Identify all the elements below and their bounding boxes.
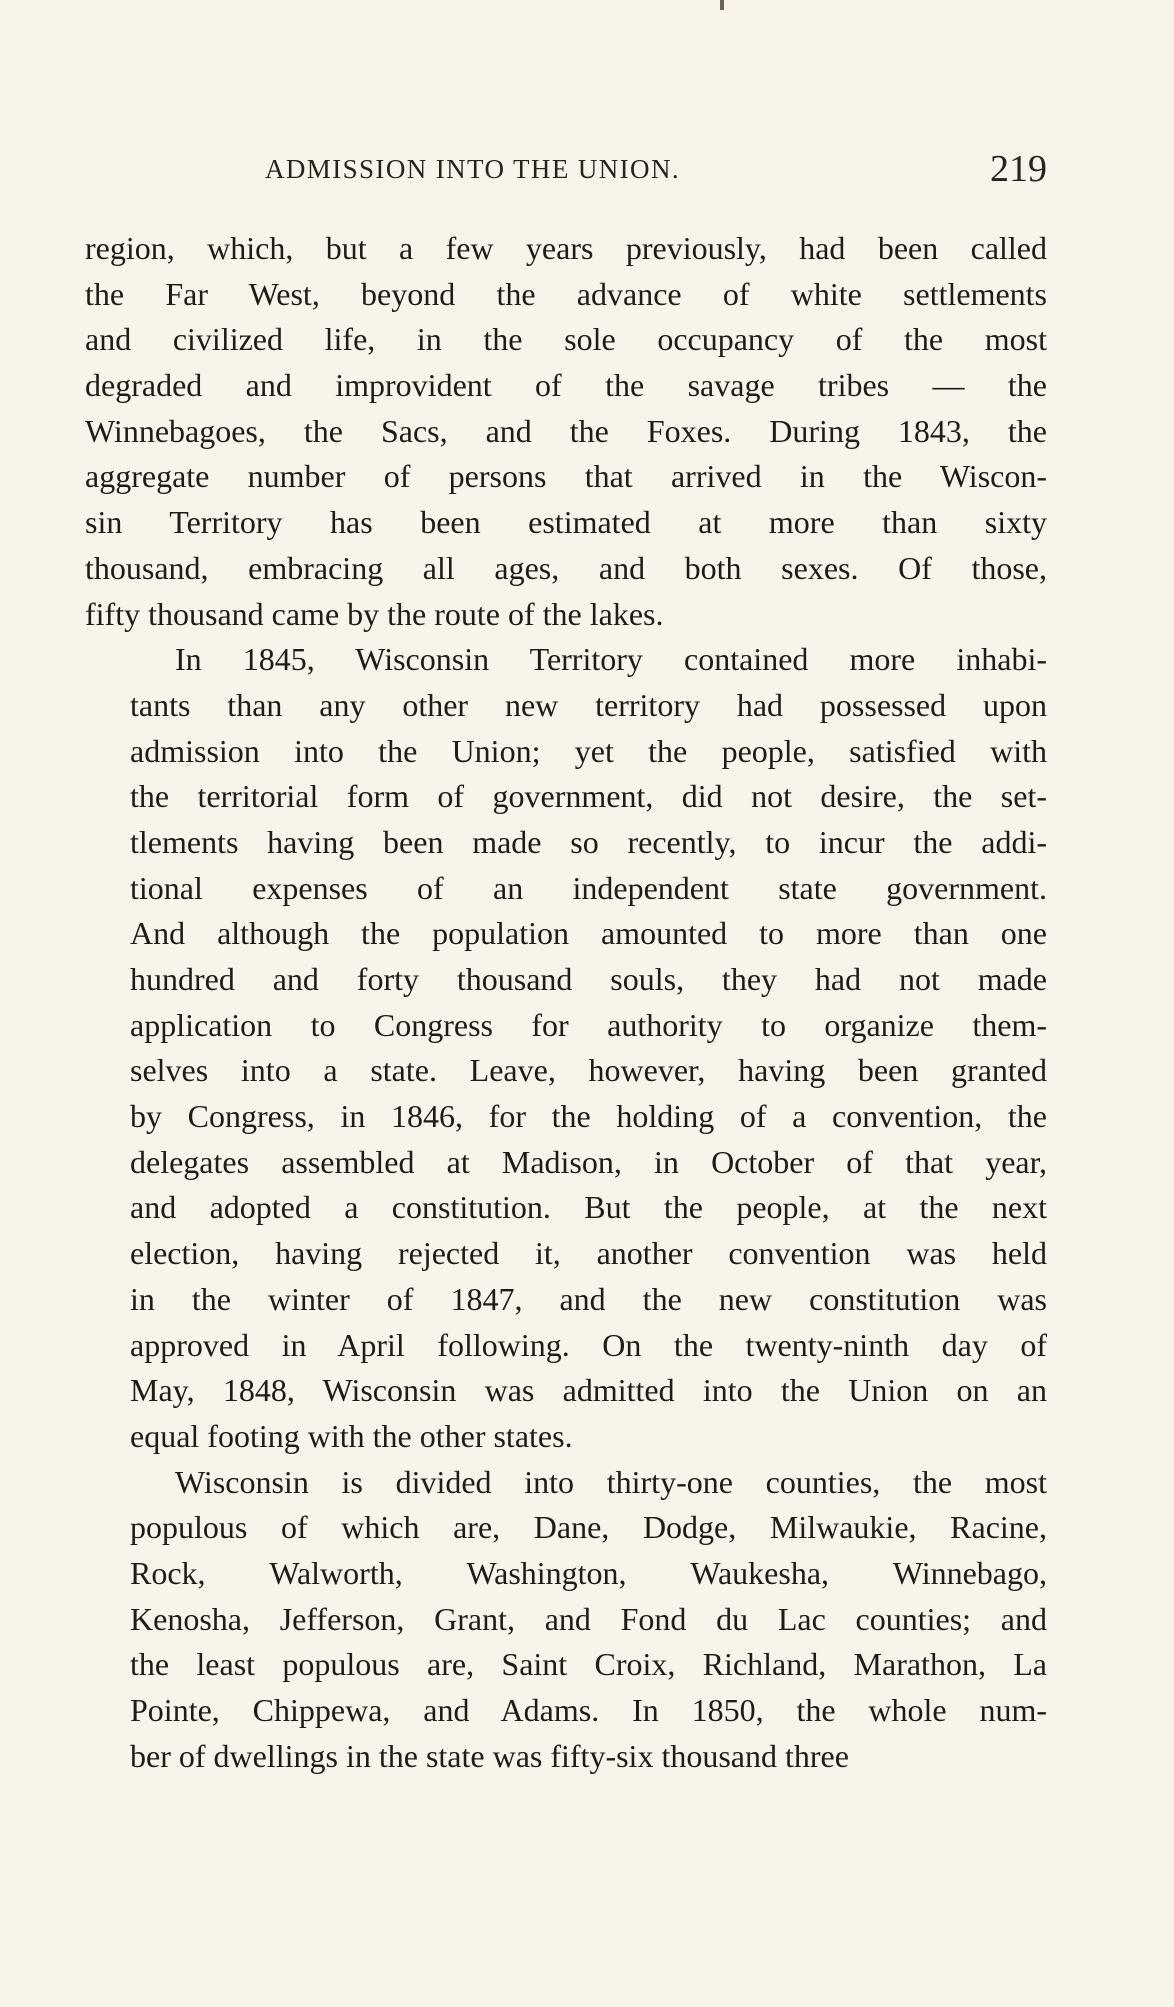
text-line: selves into a state. Leave, however, having been granted bbox=[130, 1052, 1047, 1089]
text-line: election, having rejected it, another convention was held bbox=[130, 1235, 1047, 1272]
text-line: Winnebagoes, the Sacs, and the Foxes. During 1843, the bbox=[85, 412, 1047, 449]
text-line: degraded and improvident of the savage tribes — the bbox=[85, 367, 1047, 404]
text-line: populous of which are, Dane, Dodge, Milwaukie, Racine, bbox=[130, 1509, 1047, 1546]
text-line: by Congress, in 1846, for the holding of a convention, the bbox=[130, 1098, 1047, 1135]
text-line: and adopted a constitution. But the people, at the next bbox=[130, 1189, 1047, 1226]
text-line: hundred and forty thousand souls, they had not made bbox=[130, 961, 1047, 997]
text-line: fifty thousand came by the route of the lakes. bbox=[85, 595, 664, 632]
paragraph bbox=[85, 226, 1047, 637]
text-line: region, which, but a few years previously, had been called bbox=[85, 230, 1047, 266]
text-line: May, 1848, Wisconsin was admitted into the Union on an bbox=[130, 1372, 1047, 1409]
text-line: Wisconsin is divided into thirty-one counties, the most bbox=[175, 1463, 1047, 1500]
text-line: Kenosha, Jefferson, Grant, and Fond du Lac counties; and bbox=[130, 1600, 1047, 1637]
text-line: ber of dwellings in the state was fifty-six thousand three bbox=[130, 1737, 849, 1774]
text-line: approved in April following. On the twenty-ninth day of bbox=[130, 1326, 1047, 1363]
text-line: tional expenses of an independent state government. bbox=[130, 869, 1047, 906]
text-line: thousand, embracing all ages, and both sexes. Of those, bbox=[85, 549, 1047, 586]
text-line: sin Territory has been estimated at more than sixty bbox=[85, 504, 1047, 541]
text-line: Pointe, Chippewa, and Adams. In 1850, the whole num- bbox=[130, 1692, 1047, 1728]
text-line: delegates assembled at Madison, in October of that year, bbox=[130, 1143, 1047, 1180]
text-line: the territorial form of government, did not desire, the set- bbox=[130, 778, 1047, 815]
text-line: admission into the Union; yet the people, satisfied with bbox=[130, 732, 1047, 769]
running-head: ADMISSION INTO THE UNION. bbox=[265, 154, 680, 184]
paragraph bbox=[85, 637, 1047, 1459]
page-number: 219 bbox=[990, 148, 1047, 190]
text-line: Rock, Walworth, Washington, Waukesha, Winnebago, bbox=[130, 1554, 1047, 1591]
body-text bbox=[85, 226, 1047, 1779]
text-line: and civilized life, in the sole occupancy of the most bbox=[85, 321, 1047, 358]
paragraph bbox=[85, 1460, 1047, 1780]
text-line: application to Congress for authority to organize them- bbox=[130, 1006, 1047, 1043]
text-line: the least populous are, Saint Croix, Richland, Marathon, La bbox=[130, 1646, 1047, 1683]
text-line: equal footing with the other states. bbox=[130, 1417, 573, 1454]
text-line: aggregate number of persons that arrived in the Wiscon- bbox=[85, 458, 1047, 495]
text-line: in the winter of 1847, and the new constitution was bbox=[130, 1280, 1047, 1317]
text-line: In 1845, Wisconsin Territory contained more inhabi- bbox=[175, 641, 1047, 678]
text-line: tlements having been made so recently, to incur the addi- bbox=[130, 823, 1047, 860]
text-line: And although the population amounted to more than one bbox=[130, 915, 1047, 952]
printer-mark bbox=[720, 0, 724, 10]
text-line: the Far West, beyond the advance of white settlements bbox=[85, 275, 1047, 312]
text-line: tants than any other new territory had possessed upon bbox=[130, 686, 1047, 723]
page-header bbox=[85, 146, 1047, 198]
